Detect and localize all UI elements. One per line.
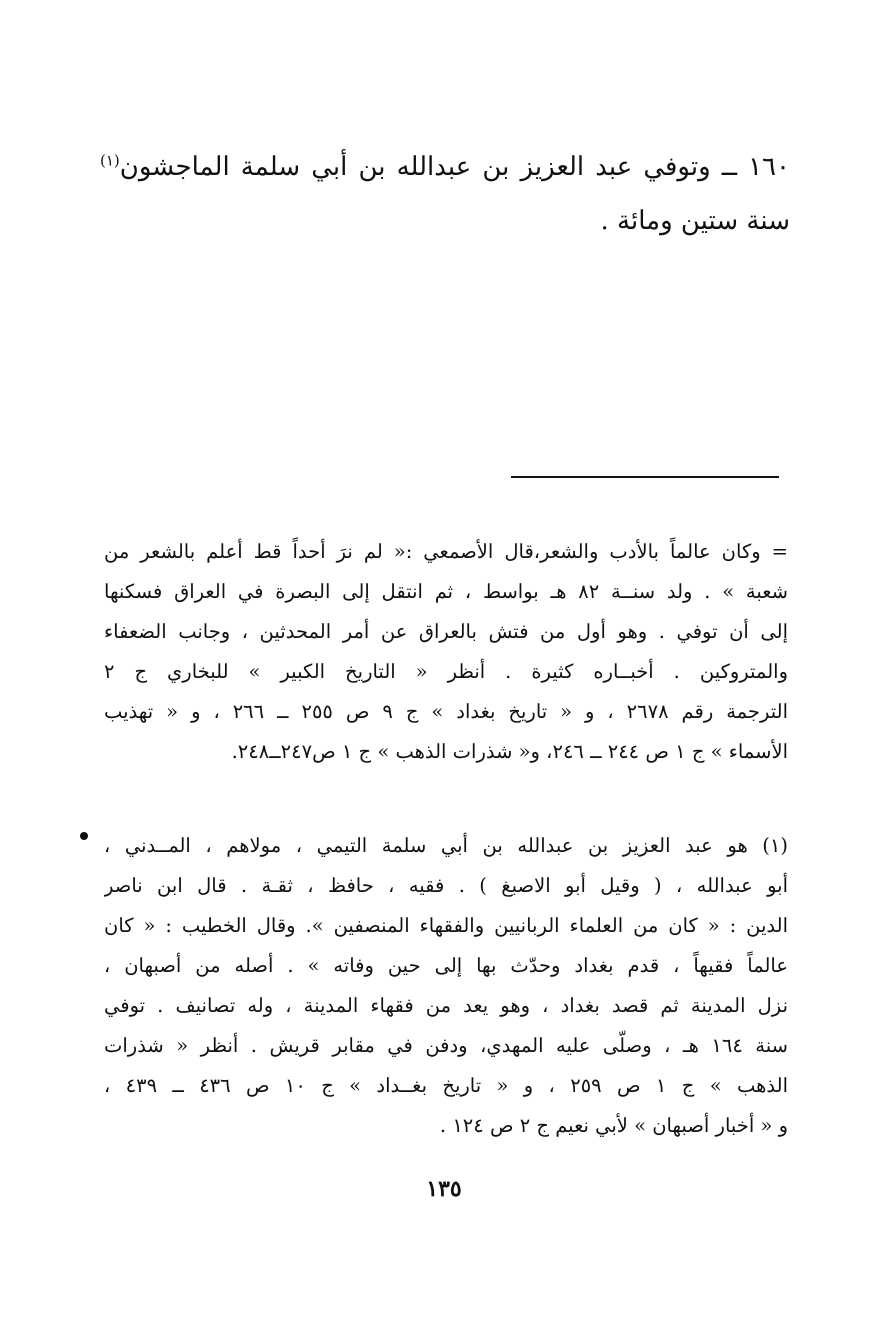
footnote-line: (١) هو عبد العزيز بن عبدالله بن أبي سلمة التيمي ، مولاهم ، المــدني ، (104, 834, 788, 857)
main-entry-text: ١٦٠ ــ وتوفي عبد العزيز بن عبدالله بن أبي سلمة الماجشون (119, 152, 790, 182)
footnote-line: إلى أن توفي . وهو أول من فتش بالعراق عن أمر المحدثين ، وجانب الضعفاء (104, 620, 788, 643)
footnote-separator-rule (511, 476, 779, 478)
footnote-line: عالماً فقيهاً ، قدم بغداد وحدّث بها إلى حين وفاته » . أصله من أصبهان ، (104, 954, 788, 977)
margin-dot-mark (80, 832, 88, 840)
footnote-line: الأسماء » ج ١ ص ٢٤٤ ــ ٢٤٦، و« شذرات الذهب » ج ١ ص٢٤٧ــ٢٤٨. (231, 740, 788, 763)
footnote-reference: (١) (100, 151, 120, 170)
page-number: ١٣٥ (426, 1176, 462, 1202)
footnote-line: و « أخبار أصبهان » لأبي نعيم ج ٢ ص ١٢٤ . (439, 1114, 788, 1137)
main-entry-paragraph (100, 140, 790, 248)
footnote-line: والمتروكين . أخبــاره كثيرة . أنظر « التاريخ الكبير » للبخاري ج ٢ (104, 660, 788, 683)
footnote-line: الذهب » ج ١ ص ٢٥٩ ، و « تاريخ بغــداد » ج ١٠ ص ٤٣٦ ــ ٤٣٩ ، (104, 1074, 788, 1097)
footnote-line: نزل المدينة ثم قصد بغداد ، وهو يعد من فقهاء المدينة ، وله تصانيف . توفي (104, 994, 788, 1017)
footnote-line: شعبة » . ولد سنــة ٨٢ هـ بواسط ، ثم انتقل إلى البصرة في العراق فسكنها (104, 580, 788, 603)
main-entry (100, 140, 790, 248)
footnote-one (104, 826, 788, 1146)
footnote-line: سنة ١٦٤ هـ ، وصلّى عليه المهدي، ودفن في مقابر قريش . أنظر « شذرات (104, 1034, 788, 1057)
footnote-line: = وكان عالماً بالأدب والشعر،قال الأصمعي :« لم نرَ أحداً قط أعلم بالشعر من (104, 540, 788, 563)
footnote-line: الدين : « كان من العلماء الربانيين والفقهاء المنصفين ». وقال الخطيب : « كان (104, 914, 788, 937)
footnote-line: أبو عبدالله ، ( وقيل أبو الاصبغ ) . فقيه ، حافظ ، ثقـة . قال ابن ناصر (104, 874, 788, 897)
footnote-continued (104, 532, 788, 772)
footnote-line: الترجمة رقم ٢٦٧٨ ، و « تاريخ بغداد » ج ٩ ص ٢٥٥ ــ ٢٦٦ ، و « تهذيب (104, 700, 788, 723)
main-entry-text-after: سنة ستين ومائة . (600, 206, 790, 236)
